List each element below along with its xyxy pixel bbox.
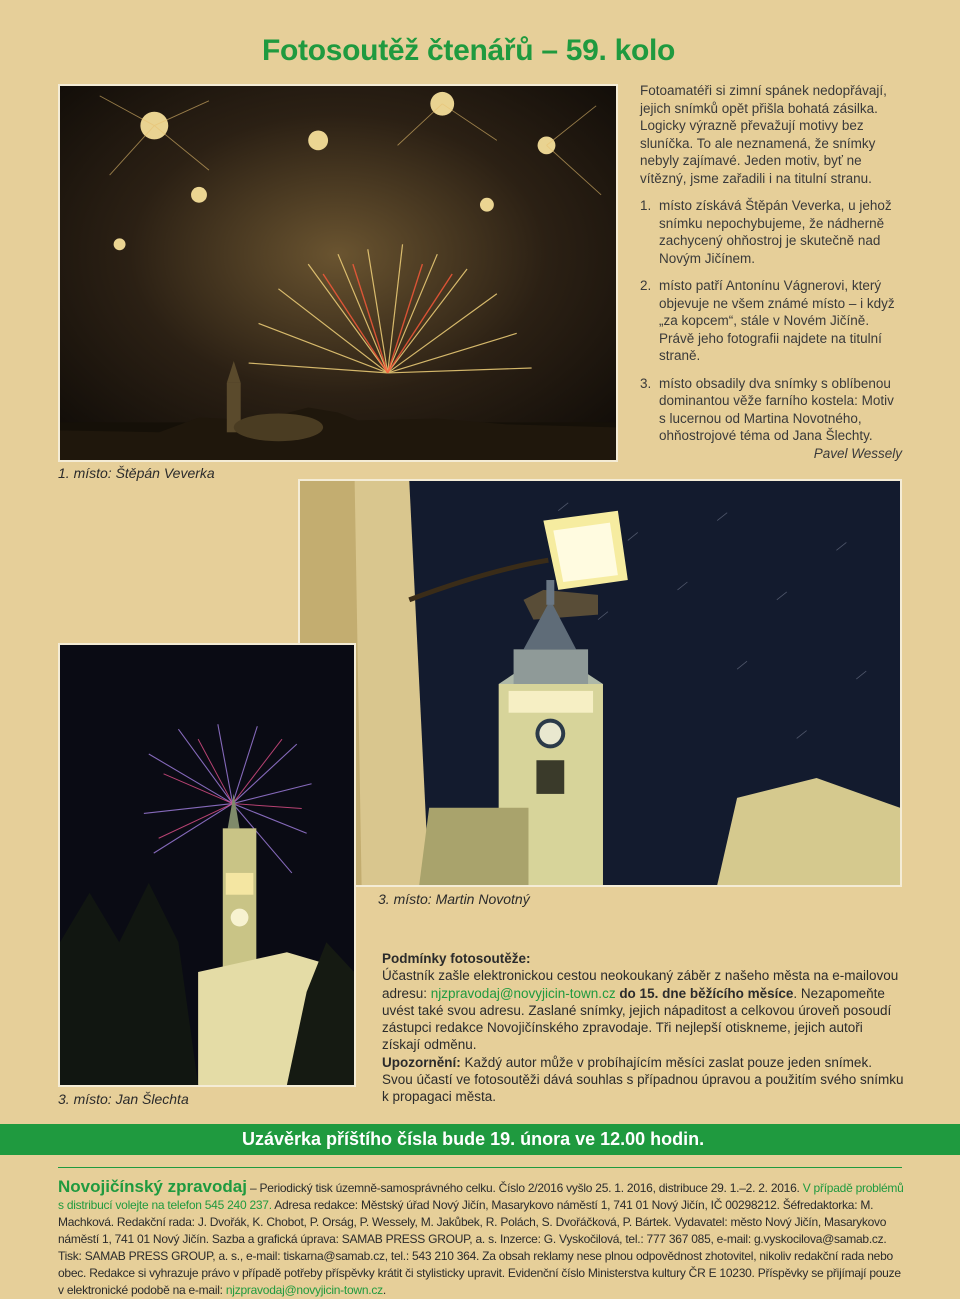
intro-text <box>640 82 902 462</box>
rules-text-continued: . Nezapomeňte uvést také svou adresu. Zaslané snímky, jejich nápaditost a celkovou úroveň posoudí zástupci redakce Novojičínského zpravodaje. Tři nejlepší otiskneme, jejich autoři získají odměnu. <box>382 985 892 1053</box>
result-item <box>640 375 902 445</box>
submission-email-link[interactable]: njzpravodaj@novyjicin-town.cz <box>430 985 616 1001</box>
intro-paragraph: Fotoamatéři si zimní spánek nedopřávají, jejich snímků opět přišla bohatá zásilka. Logicky výrazně převažují motivy bez sluníčka. To ale neznamená, že snímky nebyly zajímavé. Jeden motiv, byť ne vítězný, jsme zařadili i na titulní stranu. <box>640 83 887 186</box>
imprint-details: Adresa redakce: Městský úřad Nový Jičín, Masarykovo náměstí 1, 741 01 Nový Jičín, IČ 00298212. Šéfredaktorka: M. Machková. Redakční rada: J. Dvořák, K. Chobot, P. Orság, P. Wessely, M. Jakůbek, R. Polách, S. Dvořáčková, P. Bártek. Vydavatel: město Nový Jičín, Masarykovo náměstí 1, 741 01 Nový Jičín. Sazba a grafická úprava: SAMAB PRESS GROUP, a. s. Inzerce: G. Vyskočilová, tel.: 777 367 085, e-mail: g.vyskocilova@samab.cz. Tisk: SAMAB PRESS GROUP, a. s., e-mail: tiskarna@samab.cz, tel.: 543 210 364. Za obsah reklamy nese plnou odpovědnost zhotovitel, nikoliv redakční rada nebo obec. Redakce si vyhrazuje právo v případě potřeby příspěvky krátit či stylisticky upravit. Evidenční číslo Ministerstva kultury ČR E 10230. Příspěvky se přijímají pouze v elektronické podobě na e-mail: <box>58 1198 901 1297</box>
rules-warning <box>382 1054 904 1106</box>
photo-first-place-caption: 1. místo: Štěpán Veverka <box>58 465 215 481</box>
photo-third-place-novotny <box>298 479 902 887</box>
deadline-bar <box>0 1124 960 1155</box>
warning-text: Každý autor může v probíhajícím měsíci zaslat pouze jeden snímek. Svou účastí ve fotosoutěži dává souhlas s případnou úpravou a použitím svého snímku k propagaci města. <box>382 1054 904 1105</box>
competition-rules <box>382 950 904 1106</box>
rules-text: Účastník zašle elektronickou cestou neokoukaný záběr z našeho města na e-mailovou adresu: <box>382 968 899 1001</box>
footer-email-link[interactable]: njzpravodaj@novyjicin-town.cz <box>225 1283 383 1297</box>
imprint-text: – Periodický tisk územně-samosprávného celku. Číslo 2/2016 vyšlo 25. 1. 2016, distribuce 29. 1.–2. 2. 2016. <box>246 1181 803 1195</box>
photo-third-place-novotny-caption: 3. místo: Martin Novotný <box>378 891 530 907</box>
result-text: místo patří Antonínu Vágnerovi, který objevuje ne všem známé místo – i když „za kopcem“, stále v Novém Jičíně. Právě jeho fotografii najdete na titulní straně. <box>659 278 895 363</box>
photo-first-place <box>58 84 618 462</box>
result-text: místo získává Štěpán Veverka, u jehož snímku nepochybujeme, že nádherně zachycený ohňostroj je skutečně nad Novým Jičínem. <box>659 198 892 266</box>
result-number: 3. <box>640 375 652 391</box>
imprint-footer <box>58 1178 906 1299</box>
result-item <box>640 277 902 365</box>
deadline-text: Uzávěrka příštího čísla bude 19. února ve 12.00 hodin. <box>242 1129 705 1149</box>
rules-paragraph <box>382 967 904 1053</box>
warning-label: Upozornění: <box>382 1054 461 1070</box>
imprint-end: . <box>382 1283 386 1297</box>
photo-third-place-slechta-caption: 3. místo: Jan Šlechta <box>58 1091 189 1107</box>
footer-divider <box>58 1167 902 1168</box>
page-title: Fotosoutěž čtenářů – 59. kolo <box>262 34 676 67</box>
rules-heading: Podmínky fotosoutěže: <box>382 951 531 966</box>
author-signature: Pavel Wessely <box>813 445 902 461</box>
result-text: místo obsadily dva snímky s oblíbenou dominantou věže farního kostela: Motiv s lucernou od Martina Novotného, ohňostrojové téma od Jana Šlechty. <box>659 375 894 443</box>
photo-third-place-slechta <box>58 643 356 1087</box>
result-number: 2. <box>640 278 652 293</box>
distribution-hotline: V případě problémů s distribucí volejte na telefon 545 240 237. <box>58 1181 904 1212</box>
result-item <box>640 197 902 267</box>
rules-deadline: do 15. dne běžícího měsíce <box>615 985 794 1001</box>
result-number: 1. <box>640 198 652 213</box>
publication-name: Novojičínský zpravodaj <box>58 1177 247 1196</box>
